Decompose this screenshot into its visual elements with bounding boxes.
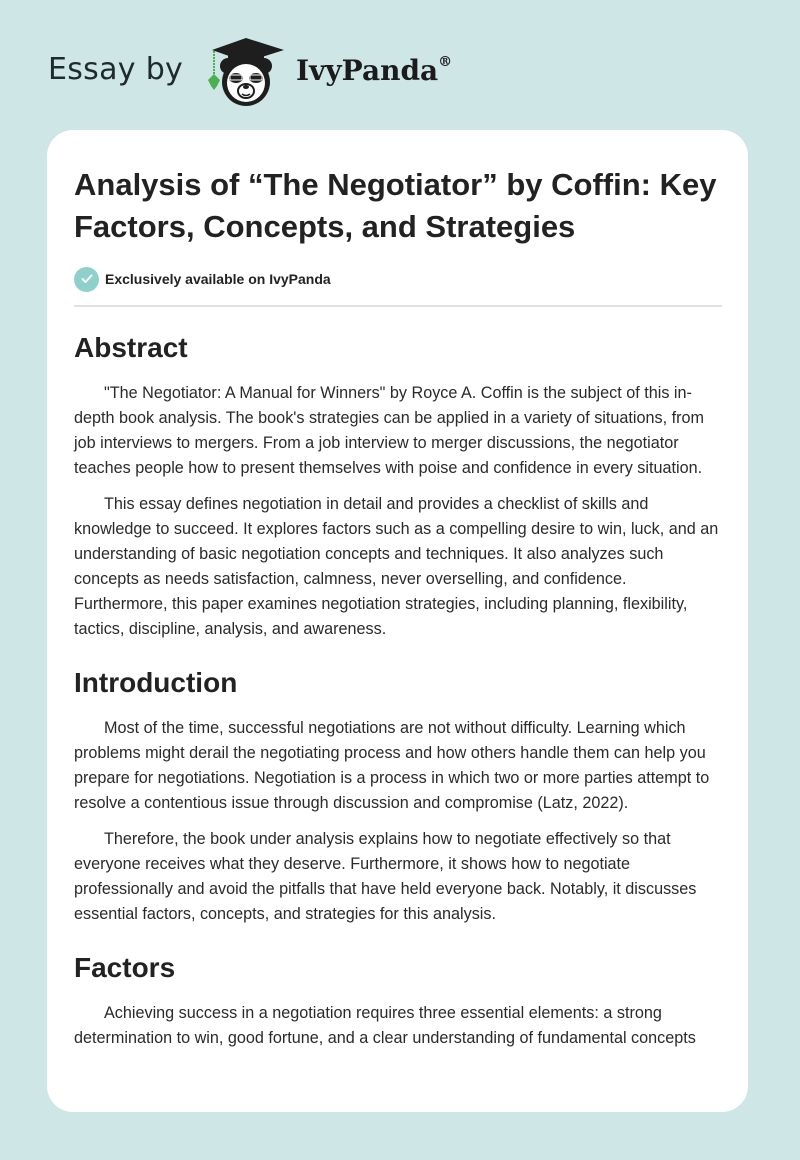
divider [74,305,722,307]
panda-graduate-icon[interactable] [200,36,292,108]
essay-title: Analysis of “The Negotiator” by Coffin: Key Factors, Concepts, and Strategies [74,167,717,244]
exclusive-badge [74,266,722,292]
site-header [0,0,800,130]
section-abstract [74,329,722,642]
brand-name-text: IvyPanda [296,54,439,87]
section-heading: Introduction [74,667,238,698]
essay-card [47,130,748,1112]
brand-name[interactable] [296,54,452,87]
paragraph: Achieving success in a negotiation requires three essential elements: a strong determination to win, good fortune, and a clear understanding of fundamental concepts [74,1004,696,1047]
paragraph: This essay defines negotiation in detail and provides a checklist of skills and knowledge to succeed. It explores factors such as a compelling desire to win, luck, and an understanding of basic negotiation concepts and techniques. It also analyzes such concepts as needs satisfaction, calmness, never overselling, and confidence. Furthermore, this paper examines negotiation strategies, including planning, flexibility, tactics, discipline, analysis, and awareness. [74,495,719,638]
section-introduction [74,664,722,927]
section-heading: Factors [74,952,176,983]
paragraph: "The Negotiator: A Manual for Winners" by Royce A. Coffin is the subject of this in-depth book analysis. The book's strategies can be applied in a variety of situations, from job interviews to mergers. From a job interview to merger discussions, the negotiator teaches people how to present themselves with poise and confidence in every situation. [74,384,704,477]
brand-prefix: Essay by [48,52,184,87]
paragraph: Most of the time, successful negotiations are not without difficulty. Learning which problems might derail the negotiating process and how others handle them can help you prepare for negotiations. Negotiation is a process in which two or more parties attempt to resolve a contentious issue through discussion and compromise (Latz, 2022). [74,719,710,812]
section-heading: Abstract [74,332,188,363]
exclusive-label: Exclusively available on IvyPanda [105,271,331,287]
check-circle-icon [74,267,99,292]
paragraph: Therefore, the book under analysis explains how to negotiate effectively so that everyone receives what they deserve. Furthermore, it shows how to negotiate professionally and avoid the pitfalls that have held everyone back. Notably, it discusses essential factors, concepts, and strategies for this analysis. [74,830,697,923]
registered-mark: ® [438,53,453,70]
section-factors [74,949,722,1051]
